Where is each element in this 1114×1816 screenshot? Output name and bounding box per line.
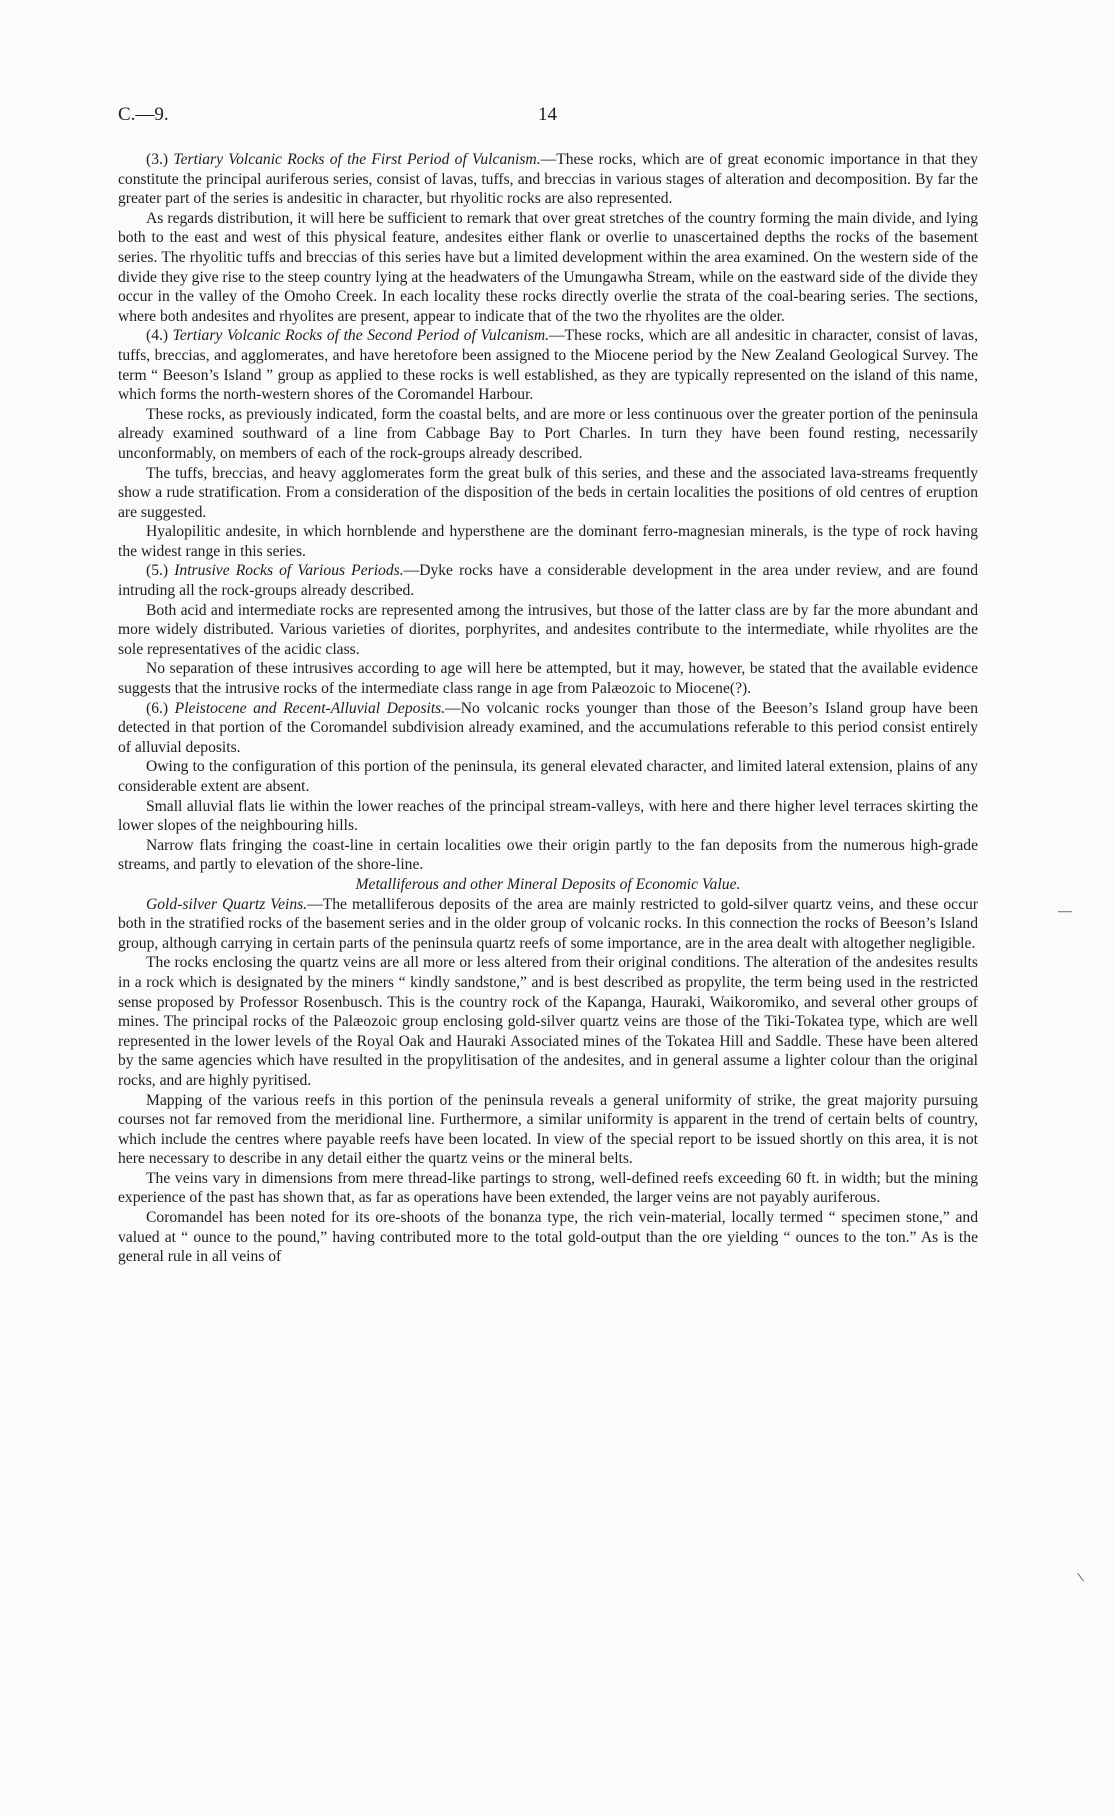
paragraph — [118, 757, 978, 796]
paragraph-body: Coromandel has been noted for its ore-shoots of the bonanza type, the rich vein-material, locally termed “ specimen stone,” and valued at “ ounce to the pound,” having contributed more to the total gold-output than the ore yielding “ ounces to the ton.” As is the general rule in all veins of — [118, 1209, 978, 1266]
paragraph-title: Pleistocene and Recent-Alluvial Deposits. — [174, 699, 446, 717]
paragraph-number: (5.) — [146, 562, 175, 580]
margin-dash-icon: — — [1058, 904, 1072, 919]
page-number: 14 — [538, 104, 557, 125]
paragraph-number: (3.) — [146, 151, 174, 168]
paragraph-body: —These rocks, which are of great economic importance in that they constitute the principal auriferous series, consist of lavas, tuffs, and breccias in various stages of alteration and decomposition. By far the greater part of the series is andesitic in character, but rhyolitic rocks are also represented. — [118, 151, 978, 208]
paragraph — [118, 209, 978, 327]
paragraph — [118, 326, 978, 404]
paragraph-body: The tuffs, breccias, and heavy agglomerates form the great bulk of this series, and these and the associated lava-streams frequently show a rude stratification. From a consideration of the disposition of the beds in certain localities the positions of old centres of eruption are suggested. — [118, 464, 978, 521]
paragraph — [118, 405, 978, 464]
paragraph — [118, 150, 978, 209]
section-heading: Metalliferous and other Mineral Deposits of Economic Value. — [355, 875, 741, 893]
paragraph-title: Tertiary Volcanic Rocks of the First Period of Vulcanism. — [173, 151, 541, 168]
page-header — [118, 104, 978, 128]
paragraph-body: Mapping of the various reefs in this portion of the peninsula reveals a general uniformity of strike, the great majority pursuing courses not far removed from the meridional line. Furthermore, a similar uniformity is apparent in the trend of certain belts of country, which include the centres where payable reefs have been located. In view of the special report to be issued shortly on this area, it is not here necessary to describe in any detail either the quartz veins or the mineral belts. — [118, 1091, 978, 1168]
paragraph — [118, 522, 978, 561]
paragraph-title: Gold-silver Quartz Veins. — [146, 895, 308, 913]
paragraph-body: —The metalliferous deposits of the area are mainly restricted to gold-silver quartz veins, and these occur both in the stratified rocks of the basement series and in the older group of volcanic rocks. In this connection the rocks of Beeson’s Island group, although carrying in certain parts of the peninsula quartz reefs of some importance, are in the area dealt with altogether negligible. — [118, 895, 978, 952]
paragraph — [118, 1091, 978, 1169]
paragraph — [118, 953, 978, 1090]
paragraph — [118, 464, 978, 523]
paragraph-body: Owing to the configuration of this portion of the peninsula, its general elevated character, and limited lateral extension, plains of any considerable extent are absent. — [118, 758, 978, 795]
paragraph-number: (4.) — [146, 327, 173, 345]
paragraph-body: —No volcanic rocks younger than those of the Beeson’s Island group have been detected in that portion of the Coromandel subdivision already examined, and the accumulations referable to this period consist entirely of alluvial deposits. — [118, 699, 978, 756]
paragraph-body: Small alluvial flats lie within the lower reaches of the principal stream-valleys, with here and there higher level terraces skirting the lower slopes of the neighbouring hills. — [118, 797, 978, 835]
paragraph-body: Hyalopilitic andesite, in which hornblende and hypersthene are the dominant ferro-magnesian minerals, is the type of rock having the widest range in this series. — [118, 523, 978, 560]
paragraph — [118, 1208, 978, 1267]
paragraph-body: Both acid and intermediate rocks are represented among the intrusives, but those of the latter class are by far the more abundant and more widely distributed. Various varieties of diorites, porphyrites, and andesites contribute to the intermediate, while rhyolites are the sole representatives of the acidic class. — [118, 601, 978, 658]
margin-stroke-icon: / — [1074, 1571, 1089, 1584]
paragraph-body: The veins vary in dimensions from mere thread-like partings to strong, well-defined reefs exceeding 60 ft. in width; but the mining experience of the past has shown that, as far as operations have been extended, the larger veins are not payably auriferous. — [118, 1169, 978, 1207]
paragraph — [118, 836, 978, 875]
paragraph-body: No separation of these intrusives according to age will here be attempted, but it may, however, be stated that the available evidence suggests that the intrusive rocks of the intermediate class range in age from Palæozoic to Miocene(?). — [118, 660, 978, 698]
document-code: C.—9. — [118, 104, 169, 125]
paragraph — [118, 895, 978, 954]
paragraph-body: —Dyke rocks have a considerable development in the area under review, and are found intruding all the rock-groups already described. — [118, 562, 978, 600]
paragraph-title: Tertiary Volcanic Rocks of the Second Period of Vulcanism. — [172, 327, 550, 345]
body-text — [118, 150, 978, 1267]
paragraph-body: As regards distribution, it will here be sufficient to remark that over great stretches of the country forming the main divide, and lying both to the east and west of this physical feature, andesites either flank or overlie to unascertained depths the rocks of the basement series. The rhyolitic tuffs and breccias of this series have but a limited development within the area examined. On the western side of the divide they give rise to the steep country lying at the headwaters of the Umungawha Stream, while on the eastward side of the divide they occur in the valley of the Omoho Creek. In each locality these rocks directly overlie the strata of the coal-bearing series. The sections, where both andesites and rhyolites are present, appear to indicate that of the two the rhyolites are the older. — [118, 209, 978, 325]
paragraph — [118, 699, 978, 758]
paragraph-number: (6.) — [146, 699, 175, 717]
paragraph — [118, 601, 978, 660]
paragraph-title: Intrusive Rocks of Various Periods. — [174, 562, 404, 580]
paragraph-body: These rocks, as previously indicated, form the coastal belts, and are more or less continuous over the greater portion of the peninsula already examined southward of a line from Cabbage Bay to Port Charles. In turn they have been found resting, necessarily unconformably, on members of each of the rock-groups already described. — [118, 405, 978, 462]
paragraph — [118, 561, 978, 600]
paragraph-body: The rocks enclosing the quartz veins are all more or less altered from their original conditions. The alteration of the andesites results in a rock which is designated by the miners “ kindly sandstone,” and is best described as propylite, the term being used in the restricted sense proposed by Professor Rosenbusch. This is the country rock of the Kapanga, Hauraki, Waikoromiko, and several other groups of mines. The principal rocks of the Palæozoic group enclosing gold-silver quartz veins are those of the Tiki-Tokatea type, which are well represented in the lower levels of the Royal Oak and Hauraki Associated mines of the Tokatea Hill and Saddle. These have been altered by the same agencies which have resulted in the propylitisation of the andesites, and in general assume a lighter colour than the original rocks, and are highly pyritised. — [118, 954, 978, 1089]
paragraph — [118, 1169, 978, 1208]
paragraph-body: —These rocks, which are all andesitic in character, consist of lavas, tuffs, breccias, and agglomerates, and have heretofore been assigned to the Miocene period by the New Zealand Geological Survey. The term “ Beeson’s Island ” group as applied to these rocks is well established, as they are typically represented on the island of this name, which forms the north-western shores of the Coromandel Harbour. — [118, 327, 978, 404]
paragraph-body: Narrow flats fringing the coast-line in certain localities owe their origin partly to the fan deposits from the numerous high-grade streams, and partly to elevation of the shore-line. — [118, 836, 978, 874]
paragraph — [118, 659, 978, 698]
paragraph — [118, 797, 978, 836]
